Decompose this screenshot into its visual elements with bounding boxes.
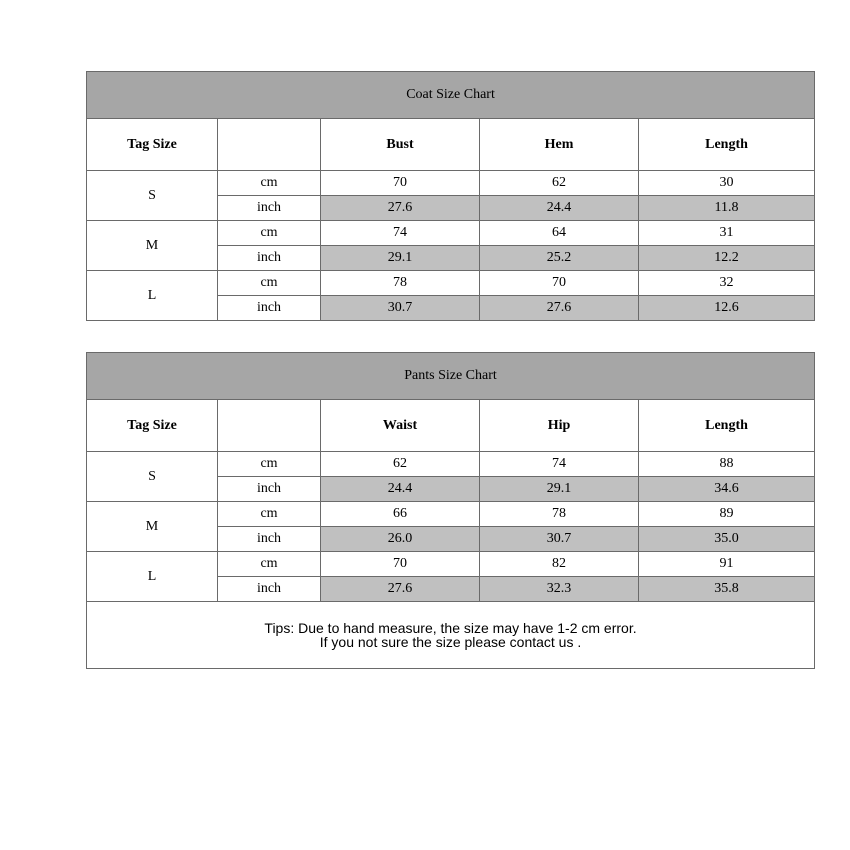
pants-size-s: S <box>87 452 218 502</box>
pants-l-hip-inch: 32.3 <box>480 577 639 602</box>
coat-l-hem-inch: 27.6 <box>480 296 639 321</box>
unit-label-cm: cm <box>218 502 321 527</box>
coat-l-bust-inch: 30.7 <box>321 296 480 321</box>
pants-m-length-inch: 35.0 <box>639 527 815 552</box>
pants-l-waist-inch: 27.6 <box>321 577 480 602</box>
pants-chart-title: Pants Size Chart <box>87 353 815 400</box>
coat-s-hem-inch: 24.4 <box>480 196 639 221</box>
coat-header-hem: Hem <box>480 119 639 171</box>
coat-l-bust-cm: 78 <box>321 271 480 296</box>
unit-label-cm: cm <box>218 221 321 246</box>
coat-header-tag-size: Tag Size <box>87 119 218 171</box>
pants-size-l: L <box>87 552 218 602</box>
pants-s-waist-inch: 24.4 <box>321 477 480 502</box>
coat-row-l-cm <box>87 271 815 296</box>
coat-header-length: Length <box>639 119 815 171</box>
unit-label-inch: inch <box>218 577 321 602</box>
coat-s-bust-inch: 27.6 <box>321 196 480 221</box>
pants-m-hip-inch: 30.7 <box>480 527 639 552</box>
pants-m-waist-inch: 26.0 <box>321 527 480 552</box>
pants-row-l-cm <box>87 552 815 577</box>
coat-m-hem-cm: 64 <box>480 221 639 246</box>
pants-row-s-cm <box>87 452 815 477</box>
coat-s-length-inch: 11.8 <box>639 196 815 221</box>
coat-s-hem-cm: 62 <box>480 171 639 196</box>
coat-size-l: L <box>87 271 218 321</box>
coat-m-bust-cm: 74 <box>321 221 480 246</box>
coat-s-length-cm: 30 <box>639 171 815 196</box>
pants-row-m-cm <box>87 502 815 527</box>
coat-m-length-cm: 31 <box>639 221 815 246</box>
pants-header-hip: Hip <box>480 400 639 452</box>
unit-label-inch: inch <box>218 196 321 221</box>
pants-l-hip-cm: 82 <box>480 552 639 577</box>
tips-line-1: Tips: Due to hand measure, the size may have 1-2 cm error. <box>264 620 637 636</box>
pants-l-waist-cm: 70 <box>321 552 480 577</box>
unit-label-inch: inch <box>218 296 321 321</box>
coat-s-bust-cm: 70 <box>321 171 480 196</box>
pants-header-length: Length <box>639 400 815 452</box>
pants-s-length-cm: 88 <box>639 452 815 477</box>
coat-m-hem-inch: 25.2 <box>480 246 639 271</box>
pants-header-unit <box>218 400 321 452</box>
pants-l-length-inch: 35.8 <box>639 577 815 602</box>
coat-size-m: M <box>87 221 218 271</box>
pants-s-waist-cm: 62 <box>321 452 480 477</box>
coat-row-m-cm <box>87 221 815 246</box>
coat-m-bust-inch: 29.1 <box>321 246 480 271</box>
unit-label-cm: cm <box>218 271 321 296</box>
coat-size-s: S <box>87 171 218 221</box>
coat-l-length-cm: 32 <box>639 271 815 296</box>
pants-s-length-inch: 34.6 <box>639 477 815 502</box>
pants-header-waist: Waist <box>321 400 480 452</box>
coat-chart-title: Coat Size Chart <box>87 72 815 119</box>
unit-label-inch: inch <box>218 477 321 502</box>
tips-line-2: If you not sure the size please contact us . <box>319 634 582 650</box>
unit-label-inch: inch <box>218 527 321 552</box>
pants-size-m: M <box>87 502 218 552</box>
coat-row-s-cm <box>87 171 815 196</box>
tips-note <box>87 602 815 669</box>
pants-m-hip-cm: 78 <box>480 502 639 527</box>
coat-size-chart <box>86 71 815 321</box>
unit-label-cm: cm <box>218 171 321 196</box>
unit-label-inch: inch <box>218 246 321 271</box>
pants-l-length-cm: 91 <box>639 552 815 577</box>
unit-label-cm: cm <box>218 552 321 577</box>
coat-m-length-inch: 12.2 <box>639 246 815 271</box>
pants-s-hip-inch: 29.1 <box>480 477 639 502</box>
pants-size-chart <box>86 352 815 669</box>
coat-l-hem-cm: 70 <box>480 271 639 296</box>
coat-header-bust: Bust <box>321 119 480 171</box>
pants-m-length-cm: 89 <box>639 502 815 527</box>
pants-s-hip-cm: 74 <box>480 452 639 477</box>
unit-label-cm: cm <box>218 452 321 477</box>
coat-header-unit <box>218 119 321 171</box>
pants-m-waist-cm: 66 <box>321 502 480 527</box>
pants-header-tag-size: Tag Size <box>87 400 218 452</box>
coat-l-length-inch: 12.6 <box>639 296 815 321</box>
